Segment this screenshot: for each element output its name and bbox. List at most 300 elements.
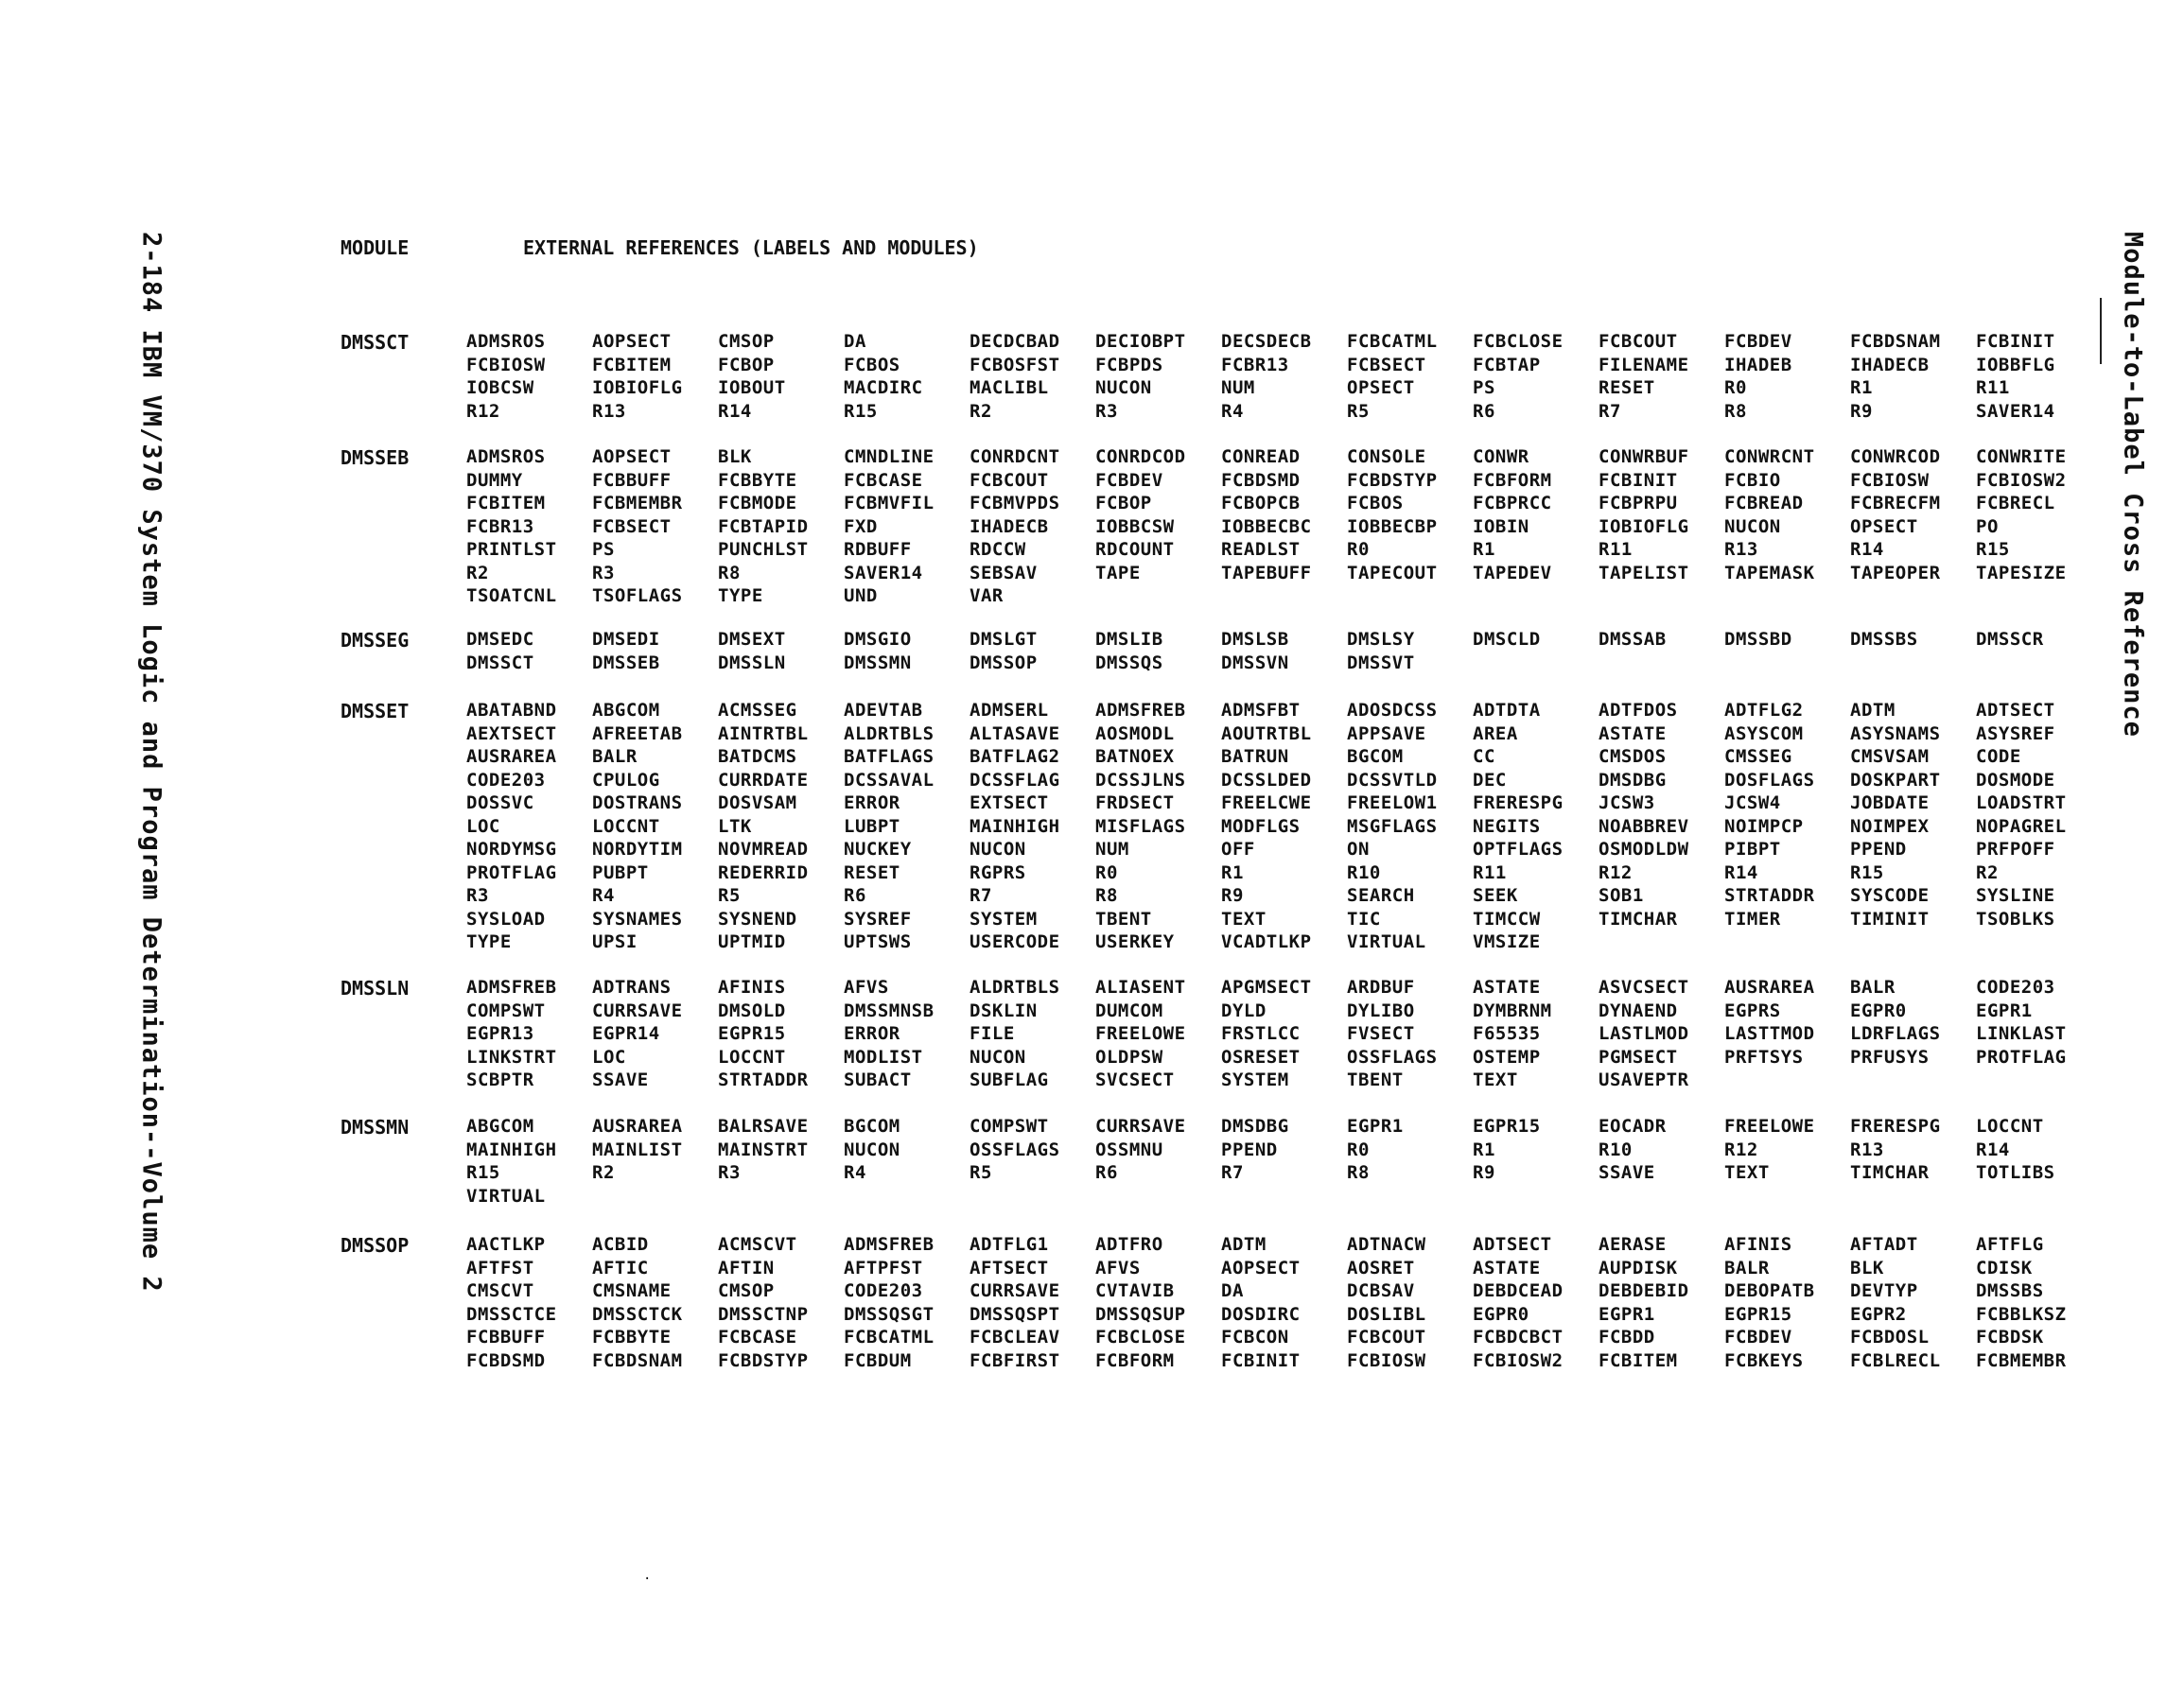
reference-label: DMSSQSGT	[844, 1303, 935, 1325]
reference-label: R8	[718, 562, 741, 583]
reference-label: SEBSAV	[970, 562, 1038, 583]
reference-label: MISFLAGS	[1095, 815, 1186, 837]
reference-label: R8	[1347, 1162, 1370, 1183]
reference-label: DMSEDI	[592, 629, 660, 650]
left-margin-text: 2-184 IBM VM/370 System Logic and Program Determination--Volume 2	[136, 232, 166, 1293]
reference-label: AUSRAREA	[592, 1116, 683, 1137]
reference-label: ALTASAVE	[970, 722, 1060, 744]
reference-label: TAPEOPER	[1850, 562, 1941, 583]
reference-label: FCBDSNAM	[592, 1349, 683, 1371]
reference-label: FCBBYTE	[592, 1327, 672, 1348]
reference-label: R14	[1976, 1139, 2010, 1160]
reference-label: TYPE	[718, 585, 763, 606]
reference-label: CMSCVT	[466, 1280, 534, 1301]
reference-label: TOTLIBS	[1976, 1162, 2055, 1183]
reference-label: MAINHIGH	[466, 1139, 557, 1160]
reference-label: UND	[844, 585, 878, 606]
reference-label: DMSDBG	[1599, 769, 1667, 791]
reference-label: FCBOSFST	[970, 354, 1060, 375]
reference-label: JOBDATE	[1850, 792, 1930, 813]
reference-label: DYLIBO	[1347, 1000, 1415, 1021]
reference-label: DMSSBD	[1724, 629, 1792, 650]
reference-label: FCBDSNAM	[1850, 331, 1941, 352]
reference-label: EGPRS	[1724, 1000, 1781, 1021]
reference-label: BATFLAGS	[844, 746, 935, 767]
reference-label: TEXT	[1473, 1070, 1518, 1090]
reference-label: MACLIBL	[970, 377, 1049, 398]
reference-label: FCBCOUT	[1347, 1327, 1426, 1348]
reference-label: VAR	[970, 585, 1004, 606]
reference-label: CMSDOS	[1599, 746, 1667, 767]
reference-label: DOSTRANS	[592, 792, 683, 813]
reference-label: ADTDTA	[1473, 700, 1541, 721]
reference-label: SYSCODE	[1850, 885, 1930, 906]
reference-label: CONWR	[1473, 446, 1529, 467]
reference-label: SEARCH	[1347, 885, 1415, 906]
reference-label: UPTSWS	[844, 931, 912, 952]
reference-label: OSTEMP	[1473, 1046, 1541, 1068]
reference-label: R4	[1221, 400, 1244, 422]
reference-label: MSGFLAGS	[1347, 815, 1438, 837]
reference-label: ALDRTBLS	[970, 977, 1060, 998]
reference-label: LOCCNT	[1976, 1116, 2044, 1137]
reference-label: DCSSVTLD	[1347, 769, 1438, 791]
reference-label: NOPAGREL	[1976, 815, 2067, 837]
reference-label: AFTIN	[718, 1257, 775, 1278]
reference-label: DA	[844, 331, 866, 352]
reference-label: ABATABND	[466, 700, 557, 721]
reference-label: BALR	[1850, 977, 1896, 998]
reference-label: R8	[1724, 400, 1747, 422]
reference-label: FCBINIT	[1976, 331, 2055, 352]
reference-label: R2	[1976, 861, 1999, 883]
reference-label: EGPR15	[1473, 1116, 1541, 1137]
reference-label: DEC	[1473, 769, 1507, 791]
reference-label: CMSOP	[718, 1280, 775, 1301]
stray-mark: ·	[643, 1572, 652, 1587]
reference-label: BLK	[718, 446, 752, 467]
reference-label: USAVEPTR	[1599, 1070, 1689, 1090]
reference-label: AOPSECT	[592, 446, 672, 467]
reference-label: FCBPDS	[1095, 354, 1163, 375]
reference-label: FCBDCBCT	[1473, 1327, 1564, 1348]
reference-label: FCBIO	[1724, 469, 1781, 491]
reference-label: CONWRCNT	[1724, 446, 1815, 467]
reference-label: FCBDSTYP	[718, 1349, 809, 1371]
reference-label: LUBPT	[844, 815, 900, 837]
reference-label: DCSSLDED	[1221, 769, 1312, 791]
reference-label: SCBPTR	[466, 1070, 534, 1090]
reference-label: TBENT	[1347, 1070, 1404, 1090]
reference-label: R6	[844, 885, 866, 906]
reference-label: CDISK	[1976, 1257, 2033, 1278]
reference-label: APGMSECT	[1221, 977, 1312, 998]
reference-label: RESET	[1599, 377, 1655, 398]
reference-label: R1	[1850, 377, 1873, 398]
module-name: DMSSLN	[341, 977, 410, 1000]
reference-label: DOSDIRC	[1221, 1303, 1301, 1325]
reference-label: MODLIST	[844, 1046, 923, 1068]
reference-label: TAPEMASK	[1724, 562, 1815, 583]
reference-label: AFINIS	[1724, 1234, 1792, 1255]
reference-label: FREELCWE	[1221, 792, 1312, 813]
left-margin-title	[128, 232, 175, 1329]
reference-label: ADMSFREB	[466, 977, 557, 998]
reference-label: DMSSQS	[1095, 652, 1163, 673]
reference-label: DMSEDC	[466, 629, 534, 650]
reference-label: TAPEDEV	[1473, 562, 1552, 583]
reference-label: AFTADT	[1850, 1234, 1918, 1255]
reference-label: FCBIOSW2	[1976, 469, 2067, 491]
reference-label: EXTSECT	[970, 792, 1049, 813]
reference-label: OLDPSW	[1095, 1046, 1163, 1068]
reference-label: DA	[1221, 1280, 1244, 1301]
reference-label: PS	[592, 539, 615, 560]
reference-label: DMSGIO	[844, 629, 912, 650]
reference-label: FCBDEV	[1095, 469, 1163, 491]
reference-label: NUM	[1095, 839, 1129, 860]
reference-label: CC	[1473, 746, 1495, 767]
reference-label: DMSSCTCK	[592, 1303, 683, 1325]
reference-label: DMSSAB	[1599, 629, 1667, 650]
reference-label: IHADECB	[970, 515, 1049, 537]
reference-label: TIMCHAR	[1850, 1162, 1930, 1183]
reference-label: SYSLINE	[1976, 885, 2055, 906]
reference-label: RDCCW	[970, 539, 1026, 560]
reference-label: CONWRCOD	[1850, 446, 1941, 467]
reference-label: PRFPOFF	[1976, 839, 2055, 860]
reference-label: DMSLIB	[1095, 629, 1163, 650]
reference-label: R5	[718, 885, 741, 906]
reference-label: ADTFDOS	[1599, 700, 1678, 721]
reference-label: F65535	[1473, 1023, 1541, 1044]
reference-label: R3	[1095, 400, 1118, 422]
reference-label: CODE203	[466, 769, 546, 791]
reference-label: TEXT	[1724, 1162, 1770, 1183]
reference-label: FCBIOSW2	[1473, 1349, 1564, 1371]
reference-label: DMSSQSUP	[1095, 1303, 1186, 1325]
reference-label: PRFUSYS	[1850, 1046, 1930, 1068]
reference-label: FCBIOSW	[1347, 1349, 1426, 1371]
reference-label: AOPSECT	[1221, 1257, 1301, 1278]
reference-label: AOPSECT	[592, 331, 672, 352]
reference-label: CONREAD	[1221, 446, 1301, 467]
reference-label: DOSLIBL	[1347, 1303, 1426, 1325]
reference-label: AUPDISK	[1599, 1257, 1678, 1278]
reference-label: ABGCOM	[466, 1116, 534, 1137]
reference-label: FCBRECL	[1976, 493, 2055, 513]
reference-label: IOBBECBP	[1347, 515, 1438, 537]
reference-grid	[466, 1234, 2131, 1373]
reference-label: OSSFLAGS	[970, 1139, 1060, 1160]
reference-label: ACMSSEG	[718, 700, 797, 721]
reference-label: IOBCSW	[466, 377, 534, 398]
reference-label: R13	[1724, 539, 1758, 560]
reference-label: ADMSFREB	[844, 1234, 935, 1255]
reference-label: IOBBFLG	[1976, 354, 2055, 375]
reference-label: NOIMPEX	[1850, 815, 1930, 837]
reference-label: ADTFLG2	[1724, 700, 1804, 721]
reference-label: DYMBRNM	[1473, 1000, 1552, 1021]
reference-label: DUMCOM	[1095, 1000, 1163, 1021]
reference-label: FCBCLOSE	[1473, 331, 1564, 352]
module-name: DMSSET	[341, 700, 410, 722]
reference-label: TIC	[1347, 908, 1381, 930]
reference-label: FILENAME	[1599, 354, 1689, 375]
reference-label: NOABBREV	[1599, 815, 1689, 837]
reference-grid	[466, 977, 2131, 1093]
reference-label: DMSLSB	[1221, 629, 1289, 650]
reference-label: ABGCOM	[592, 700, 660, 721]
reference-label: FCBCLEAV	[970, 1327, 1060, 1348]
reference-label: EGPR1	[1347, 1116, 1404, 1137]
reference-label: CONRDCOD	[1095, 446, 1186, 467]
reference-label: FCBSECT	[1347, 354, 1426, 375]
reference-label: CONWRITE	[1976, 446, 2067, 467]
reference-label: RESET	[844, 861, 900, 883]
reference-label: DEVTYP	[1850, 1280, 1918, 1301]
reference-label: R0	[1095, 861, 1118, 883]
reference-label: FCBCASE	[844, 469, 923, 491]
reference-label: DMSSCT	[466, 652, 534, 673]
reference-label: IOBIOFLG	[592, 377, 683, 398]
reference-label: NUCON	[970, 839, 1026, 860]
reference-label: DCSSJLNS	[1095, 769, 1186, 791]
reference-label: R14	[718, 400, 752, 422]
reference-label: R14	[1724, 861, 1758, 883]
reference-label: R12	[466, 400, 500, 422]
reference-label: R11	[1599, 539, 1633, 560]
reference-label: CMSNAME	[592, 1280, 672, 1301]
reference-label: UPTMID	[718, 931, 786, 952]
reference-label: FCBDSK	[1976, 1327, 2044, 1348]
reference-label: R2	[466, 562, 489, 583]
reference-label: SYSTEM	[970, 908, 1038, 930]
reference-label: R9	[1221, 885, 1244, 906]
reference-label: LINKLAST	[1976, 1023, 2067, 1044]
reference-label: TSOFLAGS	[592, 585, 683, 606]
reference-label: R3	[718, 1162, 741, 1183]
reference-label: BATNOEX	[1095, 746, 1175, 767]
reference-label: FRERESPG	[1850, 1116, 1941, 1137]
reference-label: EGPR1	[1599, 1303, 1655, 1325]
reference-label: OSMODLDW	[1599, 839, 1689, 860]
reference-label: BALRSAVE	[718, 1116, 809, 1137]
reference-label: CURRDATE	[718, 769, 809, 791]
reference-label: OSSFLAGS	[1347, 1046, 1438, 1068]
reference-label: VIRTUAL	[466, 1185, 546, 1207]
reference-label: R11	[1976, 377, 2010, 398]
reference-label: FCBOP	[718, 354, 775, 375]
reference-label: FCBDSTYP	[1347, 469, 1438, 491]
reference-label: PROTFLAG	[1976, 1046, 2067, 1068]
reference-label: PPEND	[1221, 1139, 1278, 1160]
reference-label: ADMSROS	[466, 331, 546, 352]
reference-label: FCBTAPID	[718, 515, 809, 537]
reference-label: CODE	[1976, 746, 2021, 767]
reference-label: PROTFLAG	[466, 861, 557, 883]
reference-label: DEBDEBID	[1599, 1280, 1689, 1301]
reference-label: EGPR2	[1850, 1303, 1907, 1325]
reference-label: R6	[1473, 400, 1495, 422]
reference-label: R6	[1095, 1162, 1118, 1183]
reference-label: LOCCNT	[592, 815, 660, 837]
reference-label: IOBIOFLG	[1599, 515, 1689, 537]
reference-label: ASYSNAMS	[1850, 722, 1941, 744]
reference-label: STRTADDR	[718, 1070, 809, 1090]
reference-grid	[466, 700, 2131, 955]
reference-label: FCBIOSW	[1850, 469, 1930, 491]
reference-label: EOCADR	[1599, 1116, 1667, 1137]
reference-label: ASVCSECT	[1599, 977, 1689, 998]
reference-label: IOBBECBC	[1221, 515, 1312, 537]
reference-label: FCBFORM	[1473, 469, 1552, 491]
module-name: DMSSEB	[341, 446, 410, 469]
reference-label: CONWRBUF	[1599, 446, 1689, 467]
references-column-header: EXTERNAL REFERENCES (LABELS AND MODULES)	[523, 236, 979, 259]
reference-label: DCSSAVAL	[844, 769, 935, 791]
reference-label: IOBIN	[1473, 515, 1529, 537]
reference-label: LOC	[466, 815, 500, 837]
reference-label: SUBFLAG	[970, 1070, 1049, 1090]
reference-label: FRSTLCC	[1221, 1023, 1301, 1044]
reference-label: AFTFST	[466, 1257, 534, 1278]
reference-label: DUMMY	[466, 469, 523, 491]
reference-label: FCBCOUT	[970, 469, 1049, 491]
reference-label: TIMER	[1724, 908, 1781, 930]
reference-label: DMSSCTNP	[718, 1303, 809, 1325]
reference-label: TIMCCW	[1473, 908, 1541, 930]
reference-label: AUSRAREA	[1724, 977, 1815, 998]
module-column-header: MODULE	[341, 236, 410, 259]
reference-label: AFTSECT	[970, 1257, 1049, 1278]
reference-label: OPSECT	[1347, 377, 1415, 398]
reference-label: TAPESIZE	[1976, 562, 2067, 583]
reference-label: SUBACT	[844, 1070, 912, 1090]
reference-label: NORDYTIM	[592, 839, 683, 860]
reference-label: FCBCON	[1221, 1327, 1289, 1348]
reference-label: ASTATE	[1473, 1257, 1541, 1278]
reference-label: FCBOP	[1095, 493, 1152, 513]
reference-label: FILE	[970, 1023, 1015, 1044]
reference-label: FCBOS	[1347, 493, 1404, 513]
reference-grid	[466, 629, 2131, 675]
reference-label: DMSSVT	[1347, 652, 1415, 673]
reference-label: SSAVE	[1599, 1162, 1655, 1183]
reference-label: DYNAEND	[1599, 1000, 1678, 1021]
reference-label: VCADTLKP	[1221, 931, 1312, 952]
reference-label: PPEND	[1850, 839, 1907, 860]
reference-label: PUBPT	[592, 861, 649, 883]
reference-label: CONRDCNT	[970, 446, 1060, 467]
reference-label: IOBOUT	[718, 377, 786, 398]
reference-label: DOSVSAM	[718, 792, 797, 813]
reference-label: MACDIRC	[844, 377, 923, 398]
reference-label: DMSSCTCE	[466, 1303, 557, 1325]
reference-label: DMSSBS	[1850, 629, 1918, 650]
reference-label: ADTSECT	[1473, 1234, 1552, 1255]
reference-label: TAPE	[1095, 562, 1141, 583]
reference-label: DECSDECB	[1221, 331, 1312, 352]
reference-label: FCBDSMD	[466, 1349, 546, 1371]
reference-label: ADTFRO	[1095, 1234, 1163, 1255]
reference-label: ADTNACW	[1347, 1234, 1426, 1255]
reference-label: CPULOG	[592, 769, 660, 791]
reference-label: R5	[970, 1162, 992, 1183]
reference-label: R9	[1850, 400, 1873, 422]
reference-label: BLK	[1850, 1257, 1884, 1278]
reference-label: OPSECT	[1850, 515, 1918, 537]
reference-label: DCBSAV	[1347, 1280, 1415, 1301]
reference-label: JCSW3	[1599, 792, 1655, 813]
reference-label: DMSSMN	[844, 652, 912, 673]
reference-label: ADMSFREB	[1095, 700, 1186, 721]
reference-label: FCBSECT	[592, 515, 672, 537]
reference-label: CVTAVIB	[1095, 1280, 1175, 1301]
reference-label: FCBFIRST	[970, 1349, 1060, 1371]
reference-label: PRFTSYS	[1724, 1046, 1804, 1068]
reference-label: DSKLIN	[970, 1000, 1038, 1021]
reference-label: FCBBUFF	[466, 1327, 546, 1348]
reference-label: ASYSREF	[1976, 722, 2055, 744]
reference-label: NUCKEY	[844, 839, 912, 860]
reference-label: LASTTMOD	[1724, 1023, 1815, 1044]
reference-label: AFVS	[1095, 1257, 1141, 1278]
reference-label: FCBBLKSZ	[1976, 1303, 2067, 1325]
reference-label: DOSKPART	[1850, 769, 1941, 791]
reference-label: BATFLAG2	[970, 746, 1060, 767]
reference-label: RDBUFF	[844, 539, 912, 560]
reference-label: FCBITEM	[592, 354, 672, 375]
reference-label: ADMSERL	[970, 700, 1049, 721]
reference-label: FCBDEV	[1724, 1327, 1792, 1348]
reference-label: NUCON	[1724, 515, 1781, 537]
reference-label: TIMINIT	[1850, 908, 1930, 930]
reference-label: CMSOP	[718, 331, 775, 352]
reference-label: OPTFLAGS	[1473, 839, 1564, 860]
reference-label: R0	[1347, 1139, 1370, 1160]
reference-label: LTK	[718, 815, 752, 837]
reference-label: ERROR	[844, 792, 900, 813]
reference-label: FXD	[844, 515, 878, 537]
reference-label: IHADEB	[1724, 354, 1792, 375]
reference-label: VMSIZE	[1473, 931, 1541, 952]
reference-label: TBENT	[1095, 908, 1152, 930]
reference-label: DMSOLD	[718, 1000, 786, 1021]
reference-label: ADOSDCSS	[1347, 700, 1438, 721]
reference-label: ADEVTAB	[844, 700, 923, 721]
reference-label: R13	[592, 400, 626, 422]
reference-label: FCBPRCC	[1473, 493, 1552, 513]
reference-label: R7	[970, 885, 992, 906]
reference-label: AREA	[1473, 722, 1518, 744]
reference-label: FCBLRECL	[1850, 1349, 1941, 1371]
reference-label: BGCOM	[844, 1116, 900, 1137]
reference-label: FCBINIT	[1599, 469, 1678, 491]
reference-label: UPSI	[592, 931, 638, 952]
reference-label: FCBPRPU	[1599, 493, 1678, 513]
reference-label: FCBRECFM	[1850, 493, 1941, 513]
reference-label: ADTRANS	[592, 977, 672, 998]
reference-label: ACBID	[592, 1234, 649, 1255]
reference-label: STRTADDR	[1724, 885, 1815, 906]
reference-label: R7	[1599, 400, 1621, 422]
reference-label: FCBREAD	[1724, 493, 1804, 513]
reference-label: DECIOBPT	[1095, 331, 1186, 352]
reference-label: MAINHIGH	[970, 815, 1060, 837]
reference-label: ARDBUF	[1347, 977, 1415, 998]
reference-label: DMSSCR	[1976, 629, 2044, 650]
